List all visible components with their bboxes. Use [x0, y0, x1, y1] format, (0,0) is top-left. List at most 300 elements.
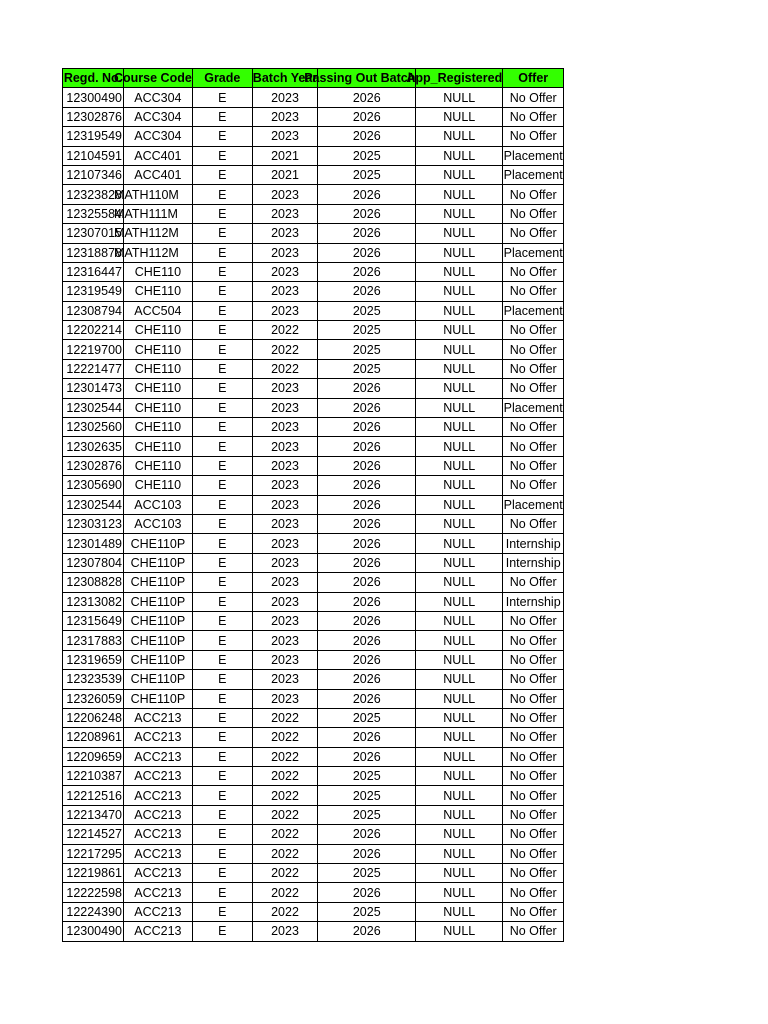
cell-grade[interactable]: E	[192, 883, 252, 902]
cell-regd-no[interactable]: 12319549	[63, 282, 124, 301]
cell-batch-year[interactable]: 2023	[252, 243, 317, 262]
header-app-registered[interactable]: App_Registered	[416, 69, 503, 88]
cell-app-registered[interactable]: NULL	[416, 437, 503, 456]
cell-passing-out-batch[interactable]: 2026	[318, 379, 416, 398]
cell-batch-year[interactable]: 2022	[252, 767, 317, 786]
cell-offer[interactable]: No Offer	[503, 922, 564, 941]
cell-course-code[interactable]: MATH112M	[124, 224, 193, 243]
cell-grade[interactable]: E	[192, 825, 252, 844]
cell-regd-no[interactable]: 12307015	[63, 224, 124, 243]
cell-batch-year[interactable]: 2023	[252, 282, 317, 301]
cell-passing-out-batch[interactable]: 2025	[318, 146, 416, 165]
cell-app-registered[interactable]: NULL	[416, 689, 503, 708]
cell-app-registered[interactable]: NULL	[416, 805, 503, 824]
cell-grade[interactable]: E	[192, 282, 252, 301]
cell-app-registered[interactable]: NULL	[416, 825, 503, 844]
cell-passing-out-batch[interactable]: 2026	[318, 262, 416, 281]
cell-batch-year[interactable]: 2021	[252, 165, 317, 184]
cell-course-code[interactable]: ACC213	[124, 825, 193, 844]
cell-grade[interactable]: E	[192, 922, 252, 941]
cell-offer[interactable]: No Offer	[503, 864, 564, 883]
cell-app-registered[interactable]: NULL	[416, 611, 503, 630]
cell-passing-out-batch[interactable]: 2026	[318, 631, 416, 650]
cell-grade[interactable]: E	[192, 476, 252, 495]
cell-passing-out-batch[interactable]: 2026	[318, 844, 416, 863]
cell-grade[interactable]: E	[192, 670, 252, 689]
cell-course-code[interactable]: MATH111M	[124, 204, 193, 223]
cell-app-registered[interactable]: NULL	[416, 127, 503, 146]
cell-grade[interactable]: E	[192, 573, 252, 592]
cell-regd-no[interactable]: 12315649	[63, 611, 124, 630]
cell-grade[interactable]: E	[192, 456, 252, 475]
cell-app-registered[interactable]: NULL	[416, 243, 503, 262]
cell-course-code[interactable]: CHE110P	[124, 611, 193, 630]
cell-grade[interactable]: E	[192, 844, 252, 863]
cell-app-registered[interactable]: NULL	[416, 592, 503, 611]
cell-regd-no[interactable]: 12210387	[63, 767, 124, 786]
cell-batch-year[interactable]: 2023	[252, 534, 317, 553]
cell-offer[interactable]: Placement	[503, 243, 564, 262]
cell-passing-out-batch[interactable]: 2026	[318, 88, 416, 107]
cell-regd-no[interactable]: 12302876	[63, 456, 124, 475]
cell-course-code[interactable]: CHE110P	[124, 631, 193, 650]
cell-passing-out-batch[interactable]: 2025	[318, 359, 416, 378]
cell-offer[interactable]: No Offer	[503, 282, 564, 301]
cell-passing-out-batch[interactable]: 2026	[318, 611, 416, 630]
cell-passing-out-batch[interactable]: 2026	[318, 514, 416, 533]
cell-regd-no[interactable]: 12301489	[63, 534, 124, 553]
cell-regd-no[interactable]: 12221477	[63, 359, 124, 378]
cell-batch-year[interactable]: 2023	[252, 379, 317, 398]
cell-course-code[interactable]: CHE110P	[124, 592, 193, 611]
cell-course-code[interactable]: MATH110M	[124, 185, 193, 204]
cell-offer[interactable]: No Offer	[503, 107, 564, 126]
cell-regd-no[interactable]: 12104591	[63, 146, 124, 165]
cell-grade[interactable]: E	[192, 747, 252, 766]
cell-course-code[interactable]: ACC401	[124, 146, 193, 165]
cell-offer[interactable]: No Offer	[503, 204, 564, 223]
cell-batch-year[interactable]: 2023	[252, 262, 317, 281]
cell-regd-no[interactable]: 12305690	[63, 476, 124, 495]
header-grade[interactable]: Grade	[192, 69, 252, 88]
cell-offer[interactable]: No Offer	[503, 340, 564, 359]
cell-course-code[interactable]: CHE110	[124, 437, 193, 456]
cell-passing-out-batch[interactable]: 2025	[318, 321, 416, 340]
cell-regd-no[interactable]: 12300490	[63, 922, 124, 941]
cell-offer[interactable]: No Offer	[503, 631, 564, 650]
cell-passing-out-batch[interactable]: 2025	[318, 301, 416, 320]
cell-regd-no[interactable]: 12302544	[63, 495, 124, 514]
cell-app-registered[interactable]: NULL	[416, 534, 503, 553]
cell-batch-year[interactable]: 2023	[252, 631, 317, 650]
cell-batch-year[interactable]: 2023	[252, 592, 317, 611]
cell-batch-year[interactable]: 2023	[252, 456, 317, 475]
cell-passing-out-batch[interactable]: 2026	[318, 243, 416, 262]
cell-app-registered[interactable]: NULL	[416, 398, 503, 417]
cell-course-code[interactable]: ACC213	[124, 767, 193, 786]
cell-app-registered[interactable]: NULL	[416, 553, 503, 572]
cell-regd-no[interactable]: 12317883	[63, 631, 124, 650]
cell-course-code[interactable]: CHE110	[124, 262, 193, 281]
cell-offer[interactable]: Placement	[503, 165, 564, 184]
cell-grade[interactable]: E	[192, 418, 252, 437]
cell-offer[interactable]: No Offer	[503, 359, 564, 378]
cell-batch-year[interactable]: 2023	[252, 88, 317, 107]
cell-course-code[interactable]: ACC504	[124, 301, 193, 320]
cell-batch-year[interactable]: 2023	[252, 204, 317, 223]
cell-batch-year[interactable]: 2023	[252, 107, 317, 126]
cell-app-registered[interactable]: NULL	[416, 321, 503, 340]
cell-app-registered[interactable]: NULL	[416, 747, 503, 766]
cell-course-code[interactable]: ACC304	[124, 88, 193, 107]
cell-grade[interactable]: E	[192, 786, 252, 805]
cell-course-code[interactable]: ACC213	[124, 728, 193, 747]
cell-app-registered[interactable]: NULL	[416, 165, 503, 184]
cell-batch-year[interactable]: 2023	[252, 224, 317, 243]
cell-course-code[interactable]: CHE110	[124, 379, 193, 398]
cell-passing-out-batch[interactable]: 2026	[318, 418, 416, 437]
cell-course-code[interactable]: ACC213	[124, 805, 193, 824]
cell-app-registered[interactable]: NULL	[416, 340, 503, 359]
cell-offer[interactable]: No Offer	[503, 825, 564, 844]
cell-grade[interactable]: E	[192, 224, 252, 243]
cell-batch-year[interactable]: 2023	[252, 573, 317, 592]
cell-course-code[interactable]: ACC213	[124, 883, 193, 902]
cell-course-code[interactable]: ACC103	[124, 495, 193, 514]
cell-app-registered[interactable]: NULL	[416, 883, 503, 902]
cell-regd-no[interactable]: 12224390	[63, 902, 124, 921]
cell-grade[interactable]: E	[192, 534, 252, 553]
cell-passing-out-batch[interactable]: 2026	[318, 728, 416, 747]
cell-course-code[interactable]: ACC213	[124, 747, 193, 766]
cell-app-registered[interactable]: NULL	[416, 418, 503, 437]
cell-batch-year[interactable]: 2022	[252, 825, 317, 844]
cell-passing-out-batch[interactable]: 2026	[318, 553, 416, 572]
cell-grade[interactable]: E	[192, 553, 252, 572]
cell-batch-year[interactable]: 2023	[252, 398, 317, 417]
cell-app-registered[interactable]: NULL	[416, 631, 503, 650]
cell-regd-no[interactable]: 12318878	[63, 243, 124, 262]
cell-app-registered[interactable]: NULL	[416, 359, 503, 378]
cell-course-code[interactable]: CHE110P	[124, 553, 193, 572]
cell-grade[interactable]: E	[192, 204, 252, 223]
cell-passing-out-batch[interactable]: 2026	[318, 747, 416, 766]
cell-batch-year[interactable]: 2023	[252, 670, 317, 689]
cell-offer[interactable]: Placement	[503, 301, 564, 320]
cell-passing-out-batch[interactable]: 2025	[318, 902, 416, 921]
cell-app-registered[interactable]: NULL	[416, 767, 503, 786]
cell-offer[interactable]: No Offer	[503, 689, 564, 708]
cell-course-code[interactable]: CHE110	[124, 398, 193, 417]
cell-regd-no[interactable]: 12302635	[63, 437, 124, 456]
cell-grade[interactable]: E	[192, 514, 252, 533]
cell-grade[interactable]: E	[192, 805, 252, 824]
cell-offer[interactable]: No Offer	[503, 708, 564, 727]
cell-course-code[interactable]: ACC213	[124, 864, 193, 883]
cell-batch-year[interactable]: 2023	[252, 650, 317, 669]
cell-regd-no[interactable]: 12209659	[63, 747, 124, 766]
cell-grade[interactable]: E	[192, 631, 252, 650]
cell-grade[interactable]: E	[192, 107, 252, 126]
cell-course-code[interactable]: CHE110P	[124, 689, 193, 708]
cell-app-registered[interactable]: NULL	[416, 282, 503, 301]
cell-offer[interactable]: No Offer	[503, 670, 564, 689]
cell-regd-no[interactable]: 12319659	[63, 650, 124, 669]
cell-passing-out-batch[interactable]: 2026	[318, 476, 416, 495]
cell-offer[interactable]: No Offer	[503, 767, 564, 786]
cell-passing-out-batch[interactable]: 2026	[318, 573, 416, 592]
cell-regd-no[interactable]: 12222598	[63, 883, 124, 902]
cell-regd-no[interactable]: 12302560	[63, 418, 124, 437]
cell-grade[interactable]: E	[192, 495, 252, 514]
header-regd-no[interactable]: Regd. No.	[63, 69, 124, 88]
cell-app-registered[interactable]: NULL	[416, 476, 503, 495]
cell-course-code[interactable]: ACC213	[124, 844, 193, 863]
cell-app-registered[interactable]: NULL	[416, 786, 503, 805]
cell-app-registered[interactable]: NULL	[416, 107, 503, 126]
cell-app-registered[interactable]: NULL	[416, 844, 503, 863]
cell-batch-year[interactable]: 2023	[252, 495, 317, 514]
cell-passing-out-batch[interactable]: 2026	[318, 534, 416, 553]
cell-regd-no[interactable]: 12308828	[63, 573, 124, 592]
cell-course-code[interactable]: ACC213	[124, 786, 193, 805]
cell-batch-year[interactable]: 2023	[252, 185, 317, 204]
cell-grade[interactable]: E	[192, 864, 252, 883]
cell-batch-year[interactable]: 2023	[252, 553, 317, 572]
cell-batch-year[interactable]: 2022	[252, 728, 317, 747]
cell-grade[interactable]: E	[192, 708, 252, 727]
cell-batch-year[interactable]: 2022	[252, 340, 317, 359]
cell-offer[interactable]: Internship	[503, 592, 564, 611]
cell-app-registered[interactable]: NULL	[416, 708, 503, 727]
cell-app-registered[interactable]: NULL	[416, 204, 503, 223]
cell-grade[interactable]: E	[192, 243, 252, 262]
cell-offer[interactable]: No Offer	[503, 883, 564, 902]
cell-batch-year[interactable]: 2021	[252, 146, 317, 165]
cell-passing-out-batch[interactable]: 2026	[318, 204, 416, 223]
cell-batch-year[interactable]: 2023	[252, 689, 317, 708]
cell-batch-year[interactable]: 2022	[252, 805, 317, 824]
cell-course-code[interactable]: ACC401	[124, 165, 193, 184]
cell-passing-out-batch[interactable]: 2026	[318, 689, 416, 708]
cell-offer[interactable]: No Offer	[503, 805, 564, 824]
cell-regd-no[interactable]: 12213470	[63, 805, 124, 824]
cell-course-code[interactable]: CHE110	[124, 340, 193, 359]
cell-batch-year[interactable]: 2022	[252, 708, 317, 727]
cell-app-registered[interactable]: NULL	[416, 379, 503, 398]
cell-passing-out-batch[interactable]: 2026	[318, 185, 416, 204]
cell-regd-no[interactable]: 12107346	[63, 165, 124, 184]
cell-regd-no[interactable]: 12313082	[63, 592, 124, 611]
cell-grade[interactable]: E	[192, 340, 252, 359]
cell-regd-no[interactable]: 12319549	[63, 127, 124, 146]
cell-offer[interactable]: No Offer	[503, 437, 564, 456]
cell-regd-no[interactable]: 12323539	[63, 670, 124, 689]
cell-regd-no[interactable]: 12302876	[63, 107, 124, 126]
cell-passing-out-batch[interactable]: 2026	[318, 670, 416, 689]
cell-grade[interactable]: E	[192, 359, 252, 378]
cell-grade[interactable]: E	[192, 592, 252, 611]
cell-grade[interactable]: E	[192, 88, 252, 107]
cell-regd-no[interactable]: 12219700	[63, 340, 124, 359]
cell-grade[interactable]: E	[192, 689, 252, 708]
cell-batch-year[interactable]: 2023	[252, 514, 317, 533]
cell-app-registered[interactable]: NULL	[416, 185, 503, 204]
cell-batch-year[interactable]: 2023	[252, 127, 317, 146]
cell-passing-out-batch[interactable]: 2026	[318, 456, 416, 475]
cell-batch-year[interactable]: 2023	[252, 418, 317, 437]
cell-passing-out-batch[interactable]: 2025	[318, 708, 416, 727]
cell-course-code[interactable]: CHE110	[124, 321, 193, 340]
cell-regd-no[interactable]: 12325584	[63, 204, 124, 223]
cell-regd-no[interactable]: 12217295	[63, 844, 124, 863]
cell-app-registered[interactable]: NULL	[416, 262, 503, 281]
cell-passing-out-batch[interactable]: 2026	[318, 224, 416, 243]
cell-offer[interactable]: No Offer	[503, 418, 564, 437]
cell-batch-year[interactable]: 2022	[252, 844, 317, 863]
cell-app-registered[interactable]: NULL	[416, 670, 503, 689]
cell-grade[interactable]: E	[192, 262, 252, 281]
cell-passing-out-batch[interactable]: 2026	[318, 107, 416, 126]
cell-grade[interactable]: E	[192, 437, 252, 456]
header-batch-year[interactable]: Batch Year	[252, 69, 317, 88]
cell-offer[interactable]: Placement	[503, 398, 564, 417]
cell-passing-out-batch[interactable]: 2026	[318, 592, 416, 611]
cell-batch-year[interactable]: 2022	[252, 321, 317, 340]
cell-passing-out-batch[interactable]: 2026	[318, 495, 416, 514]
cell-app-registered[interactable]: NULL	[416, 224, 503, 243]
cell-batch-year[interactable]: 2022	[252, 883, 317, 902]
cell-grade[interactable]: E	[192, 321, 252, 340]
cell-regd-no[interactable]: 12326059	[63, 689, 124, 708]
cell-grade[interactable]: E	[192, 185, 252, 204]
cell-regd-no[interactable]: 12307804	[63, 553, 124, 572]
cell-course-code[interactable]: MATH112M	[124, 243, 193, 262]
cell-offer[interactable]: No Offer	[503, 786, 564, 805]
cell-app-registered[interactable]: NULL	[416, 146, 503, 165]
cell-offer[interactable]: No Offer	[503, 262, 564, 281]
cell-app-registered[interactable]: NULL	[416, 456, 503, 475]
cell-batch-year[interactable]: 2023	[252, 922, 317, 941]
cell-passing-out-batch[interactable]: 2025	[318, 805, 416, 824]
cell-passing-out-batch[interactable]: 2025	[318, 767, 416, 786]
cell-offer[interactable]: No Offer	[503, 514, 564, 533]
cell-offer[interactable]: Internship	[503, 534, 564, 553]
cell-grade[interactable]: E	[192, 767, 252, 786]
cell-offer[interactable]: No Offer	[503, 185, 564, 204]
cell-offer[interactable]: No Offer	[503, 650, 564, 669]
cell-grade[interactable]: E	[192, 611, 252, 630]
cell-offer[interactable]: No Offer	[503, 611, 564, 630]
cell-batch-year[interactable]: 2022	[252, 747, 317, 766]
cell-course-code[interactable]: ACC304	[124, 107, 193, 126]
cell-app-registered[interactable]: NULL	[416, 650, 503, 669]
cell-passing-out-batch[interactable]: 2026	[318, 127, 416, 146]
cell-offer[interactable]: No Offer	[503, 321, 564, 340]
cell-course-code[interactable]: ACC304	[124, 127, 193, 146]
cell-regd-no[interactable]: 12300490	[63, 88, 124, 107]
cell-course-code[interactable]: CHE110	[124, 456, 193, 475]
cell-offer[interactable]: Placement	[503, 495, 564, 514]
cell-passing-out-batch[interactable]: 2025	[318, 786, 416, 805]
cell-regd-no[interactable]: 12212516	[63, 786, 124, 805]
cell-offer[interactable]: Placement	[503, 146, 564, 165]
cell-course-code[interactable]: CHE110P	[124, 573, 193, 592]
cell-offer[interactable]: No Offer	[503, 88, 564, 107]
cell-grade[interactable]: E	[192, 301, 252, 320]
header-course-code[interactable]: Course Code	[124, 69, 193, 88]
cell-passing-out-batch[interactable]: 2026	[318, 650, 416, 669]
cell-regd-no[interactable]: 12323828	[63, 185, 124, 204]
cell-batch-year[interactable]: 2022	[252, 786, 317, 805]
cell-passing-out-batch[interactable]: 2025	[318, 340, 416, 359]
cell-batch-year[interactable]: 2022	[252, 359, 317, 378]
cell-batch-year[interactable]: 2022	[252, 864, 317, 883]
cell-course-code[interactable]: CHE110	[124, 418, 193, 437]
cell-batch-year[interactable]: 2023	[252, 611, 317, 630]
cell-grade[interactable]: E	[192, 398, 252, 417]
header-passing-out-batch[interactable]: Passing Out Batch	[318, 69, 416, 88]
cell-regd-no[interactable]: 12206248	[63, 708, 124, 727]
cell-regd-no[interactable]: 12208961	[63, 728, 124, 747]
cell-app-registered[interactable]: NULL	[416, 88, 503, 107]
cell-passing-out-batch[interactable]: 2026	[318, 922, 416, 941]
cell-course-code[interactable]: CHE110P	[124, 650, 193, 669]
cell-grade[interactable]: E	[192, 650, 252, 669]
cell-regd-no[interactable]: 12302544	[63, 398, 124, 417]
cell-batch-year[interactable]: 2022	[252, 902, 317, 921]
cell-offer[interactable]: No Offer	[503, 902, 564, 921]
cell-offer[interactable]: No Offer	[503, 844, 564, 863]
cell-passing-out-batch[interactable]: 2026	[318, 398, 416, 417]
cell-course-code[interactable]: ACC213	[124, 922, 193, 941]
cell-course-code[interactable]: CHE110P	[124, 670, 193, 689]
cell-grade[interactable]: E	[192, 379, 252, 398]
cell-offer[interactable]: No Offer	[503, 224, 564, 243]
cell-app-registered[interactable]: NULL	[416, 495, 503, 514]
cell-grade[interactable]: E	[192, 146, 252, 165]
cell-course-code[interactable]: CHE110	[124, 359, 193, 378]
cell-course-code[interactable]: CHE110	[124, 282, 193, 301]
cell-offer[interactable]: No Offer	[503, 747, 564, 766]
cell-app-registered[interactable]: NULL	[416, 301, 503, 320]
cell-passing-out-batch[interactable]: 2025	[318, 864, 416, 883]
cell-passing-out-batch[interactable]: 2026	[318, 825, 416, 844]
cell-course-code[interactable]: CHE110P	[124, 534, 193, 553]
cell-offer[interactable]: No Offer	[503, 379, 564, 398]
cell-app-registered[interactable]: NULL	[416, 864, 503, 883]
cell-offer[interactable]: No Offer	[503, 127, 564, 146]
cell-passing-out-batch[interactable]: 2025	[318, 165, 416, 184]
cell-app-registered[interactable]: NULL	[416, 728, 503, 747]
cell-regd-no[interactable]: 12202214	[63, 321, 124, 340]
cell-course-code[interactable]: ACC213	[124, 902, 193, 921]
cell-offer[interactable]: No Offer	[503, 476, 564, 495]
header-offer[interactable]: Offer	[503, 69, 564, 88]
cell-grade[interactable]: E	[192, 902, 252, 921]
cell-batch-year[interactable]: 2023	[252, 476, 317, 495]
cell-regd-no[interactable]: 12316447	[63, 262, 124, 281]
cell-app-registered[interactable]: NULL	[416, 514, 503, 533]
cell-batch-year[interactable]: 2023	[252, 301, 317, 320]
cell-course-code[interactable]: ACC103	[124, 514, 193, 533]
cell-regd-no[interactable]: 12303123	[63, 514, 124, 533]
cell-course-code[interactable]: ACC213	[124, 708, 193, 727]
cell-offer[interactable]: No Offer	[503, 456, 564, 475]
cell-offer[interactable]: No Offer	[503, 728, 564, 747]
cell-regd-no[interactable]: 12308794	[63, 301, 124, 320]
cell-passing-out-batch[interactable]: 2026	[318, 437, 416, 456]
